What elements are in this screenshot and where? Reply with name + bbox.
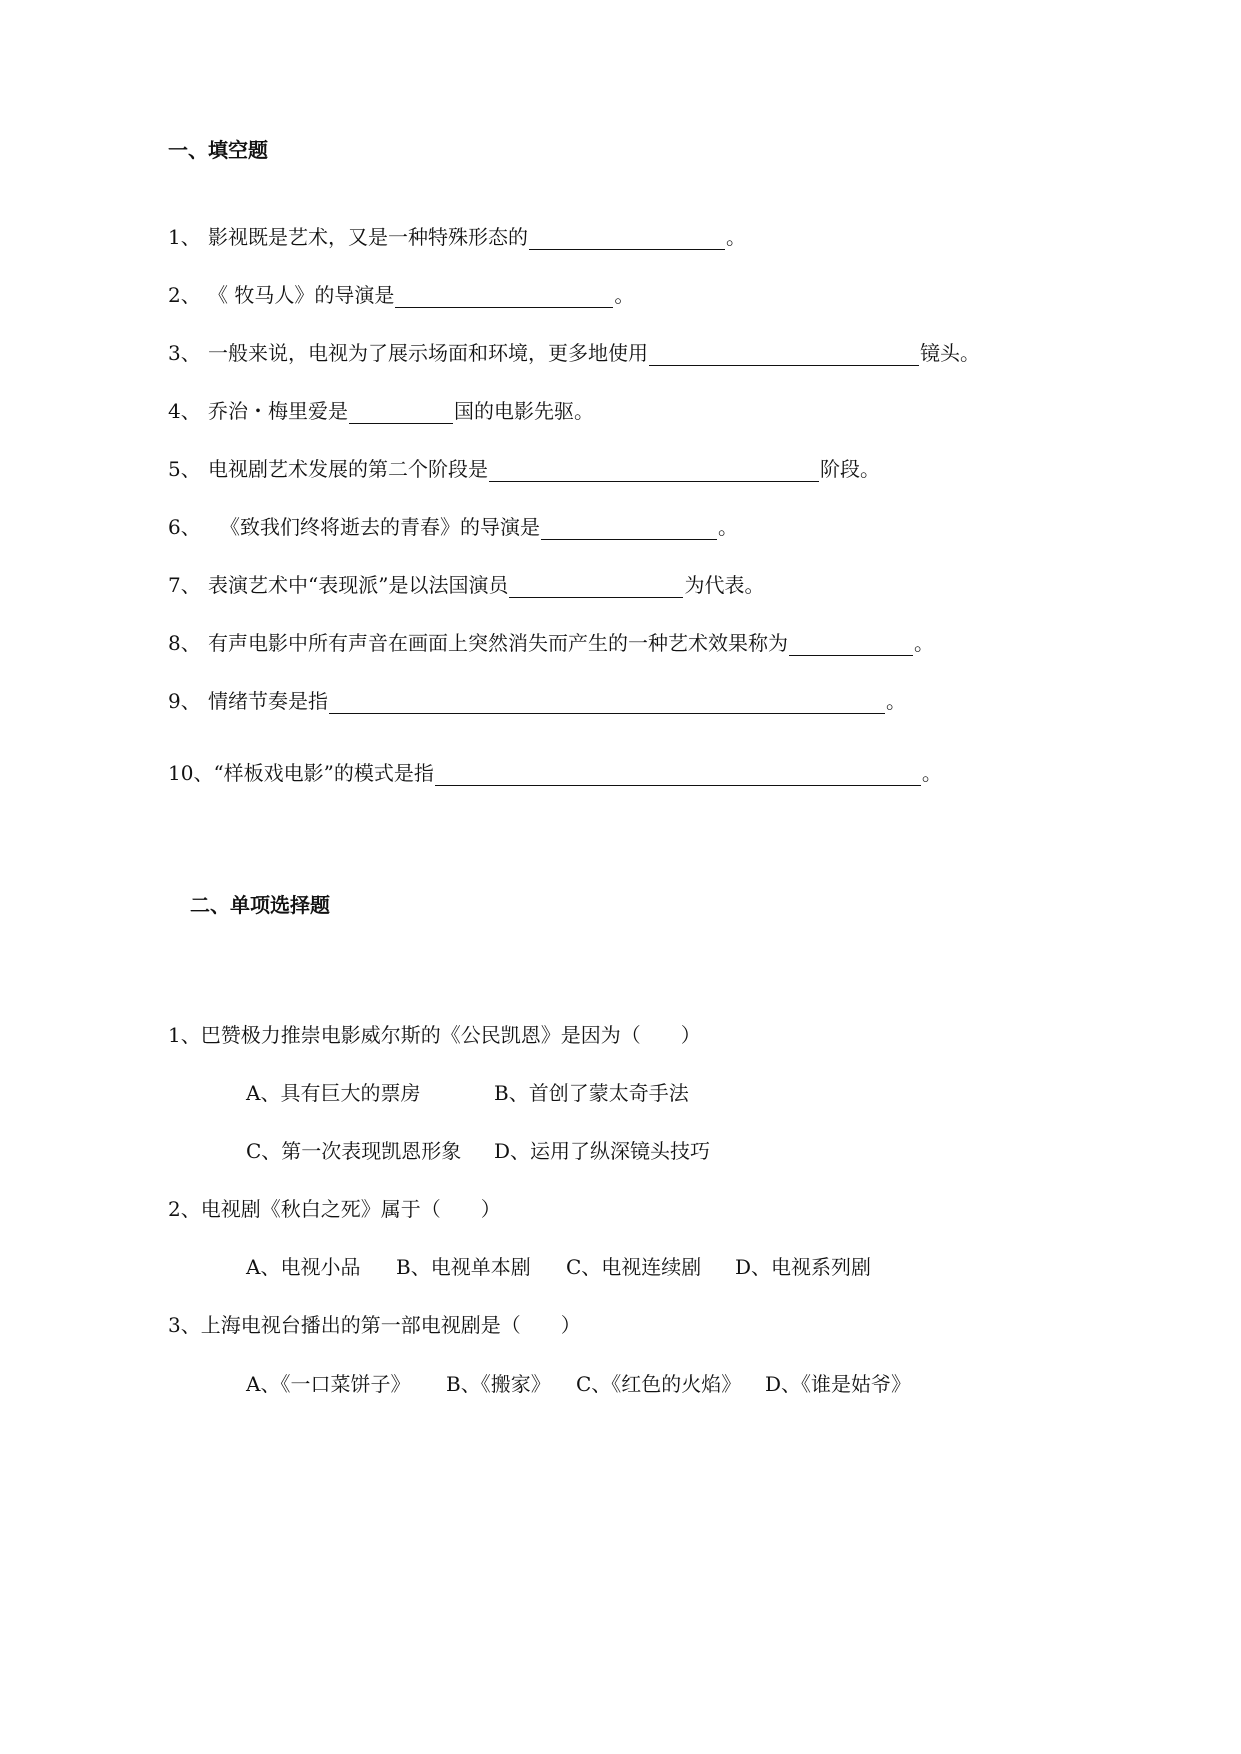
item-number: 8、	[168, 631, 201, 655]
item-text-end: 为代表。	[684, 573, 765, 597]
item-text-end: 。	[726, 225, 746, 249]
item-number: 9、	[168, 689, 201, 713]
item-number: 3、	[168, 341, 201, 365]
fill-blank-item	[168, 760, 942, 786]
item-text-end: 。	[914, 631, 934, 655]
question-stem: 1、巴赞极力推崇电影威尔斯的《公民凯恩》是因为（ ）	[168, 1023, 701, 1047]
fill-blank-item	[168, 340, 980, 366]
item-number: 10、	[168, 761, 214, 785]
section-heading-single-choice: 二、单项选择题	[190, 893, 330, 917]
item-text-end: 国的电影先驱。	[454, 399, 594, 423]
answer-blank[interactable]	[529, 229, 725, 250]
item-text-end: 。	[614, 283, 635, 307]
item-number: 6、	[168, 515, 201, 539]
item-number: 7、	[168, 573, 201, 597]
option-a[interactable]: A、电视小品	[246, 1255, 361, 1279]
option-a[interactable]: A、《一口菜饼子》	[246, 1372, 411, 1396]
fill-blank-item	[168, 224, 746, 250]
item-text-end: 。	[886, 689, 906, 713]
fill-blank-item	[168, 456, 880, 482]
item-number: 4、	[168, 399, 201, 423]
item-text: 表演艺术中“表现派”是以法国演员	[208, 573, 509, 597]
option-c[interactable]: C、《红色的火焰》	[576, 1372, 742, 1396]
fill-blank-item	[168, 688, 906, 714]
answer-blank[interactable]	[789, 635, 913, 656]
item-text: 《致我们终将逝去的青春》的导演是	[220, 515, 540, 539]
answer-blank[interactable]	[435, 765, 921, 786]
answer-blank[interactable]	[541, 519, 717, 540]
fill-blank-item	[168, 514, 738, 540]
option-c[interactable]: C、电视连续剧	[566, 1255, 702, 1279]
answer-blank[interactable]	[329, 693, 885, 714]
answer-blank[interactable]	[649, 345, 919, 366]
option-b[interactable]: B、首创了蒙太奇手法	[494, 1081, 689, 1105]
item-text: 乔治・梅里爱是	[208, 399, 348, 423]
item-text: 一般来说，电视为了展示场面和环境，更多地使用	[208, 341, 648, 365]
question-stem: 2、电视剧《秋白之死》属于（ ）	[168, 1197, 501, 1221]
item-number: 1、	[168, 225, 201, 249]
item-text: “样板戏电影”的模式是指	[213, 761, 434, 785]
item-text: 情绪节奏是指	[208, 689, 328, 713]
answer-blank[interactable]	[509, 577, 683, 598]
item-text-end: 镜头。	[920, 341, 980, 365]
option-b[interactable]: B、《搬家》	[446, 1372, 551, 1396]
answer-blank[interactable]	[489, 461, 819, 482]
fill-blank-item	[168, 572, 764, 598]
fill-blank-item	[168, 630, 934, 656]
item-number: 5、	[168, 457, 201, 481]
question-stem: 3、上海电视台播出的第一部电视剧是（ ）	[168, 1313, 581, 1337]
item-text-end: 。	[718, 515, 738, 539]
option-d[interactable]: D、运用了纵深镜头技巧	[494, 1139, 711, 1163]
option-a[interactable]: A、具有巨大的票房	[246, 1081, 421, 1105]
fill-blank-item	[168, 282, 634, 308]
item-text-end: 阶段。	[820, 457, 880, 481]
option-d[interactable]: D、《谁是姑爷》	[765, 1372, 912, 1396]
item-number: 2、	[168, 283, 201, 307]
fill-blank-item	[168, 398, 594, 424]
option-c[interactable]: C、第一次表现凯恩形象	[246, 1139, 462, 1163]
option-d[interactable]: D、电视系列剧	[735, 1255, 872, 1279]
section-heading-fill-blank: 一、填空题	[168, 138, 268, 162]
item-text: 影视既是艺术，又是一种特殊形态的	[208, 225, 528, 249]
answer-blank[interactable]	[349, 403, 453, 424]
item-text: 《 牧马人》的导演是	[208, 283, 395, 307]
item-text: 电视剧艺术发展的第二个阶段是	[208, 457, 488, 481]
item-text: 有声电影中所有声音在画面上突然消失而产生的一种艺术效果称为	[208, 631, 788, 655]
option-b[interactable]: B、电视单本剧	[396, 1255, 531, 1279]
answer-blank[interactable]	[395, 287, 613, 308]
item-text-end: 。	[921, 761, 942, 785]
